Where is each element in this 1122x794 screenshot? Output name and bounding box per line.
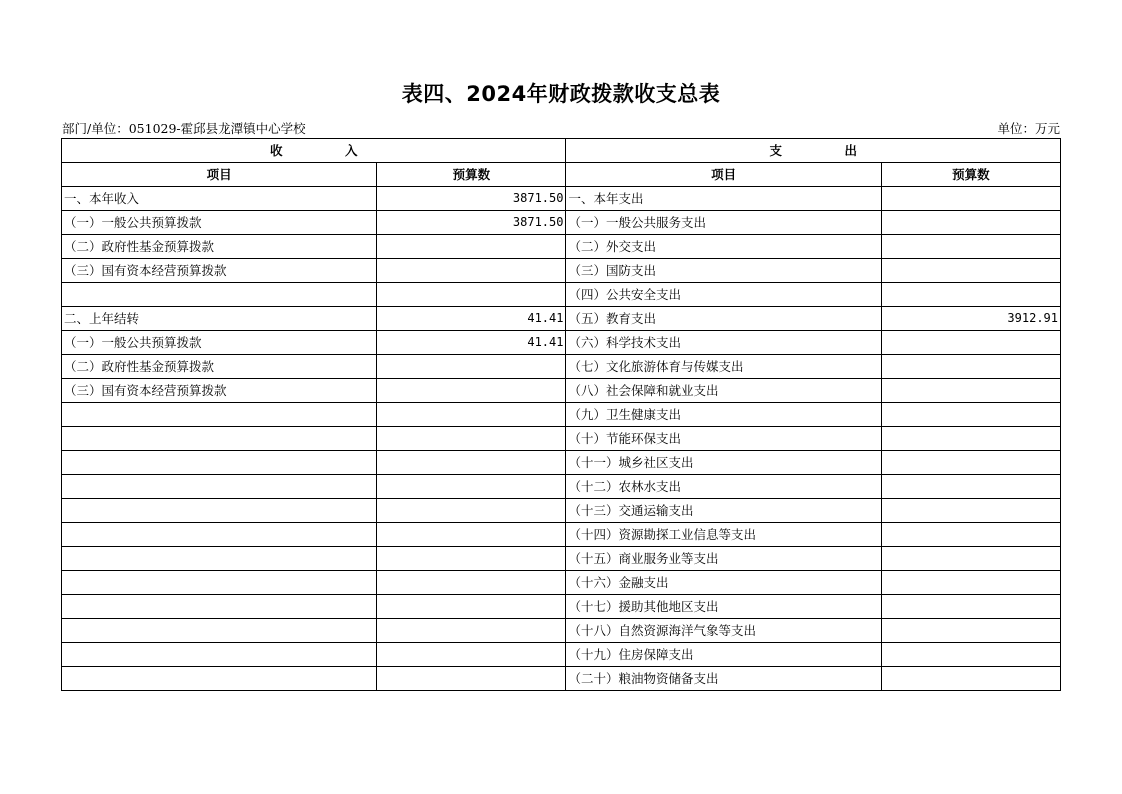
income-amount-cell (377, 259, 566, 283)
expense-amount-cell (881, 211, 1060, 235)
income-item-cell (62, 427, 377, 451)
expense-item-cell: （五）教育支出 (566, 307, 881, 331)
expense-item-cell: （三）国防支出 (566, 259, 881, 283)
expense-amount-cell (881, 331, 1060, 355)
department-label: 部门/单位：051029-霍邱县龙潭镇中心学校 (62, 121, 306, 136)
expense-amount-cell (881, 619, 1060, 643)
income-amount-cell: 41.41 (377, 307, 566, 331)
expense-section-header: 支 出 (566, 139, 1061, 163)
income-item-cell: 一、本年收入 (62, 187, 377, 211)
income-amount-cell (377, 619, 566, 643)
expense-item-cell: （八）社会保障和就业支出 (566, 379, 881, 403)
expense-amount-cell (881, 595, 1060, 619)
table-row (62, 211, 1061, 235)
income-item-cell (62, 571, 377, 595)
expense-amount-cell (881, 235, 1060, 259)
expense-item-cell: （十七）援助其他地区支出 (566, 595, 881, 619)
expense-amount-cell (881, 475, 1060, 499)
table-row (62, 595, 1061, 619)
table-row (62, 667, 1061, 691)
income-item-cell (62, 283, 377, 307)
expense-amount-cell (881, 403, 1060, 427)
expense-item-cell: （十三）交通运输支出 (566, 499, 881, 523)
expense-item-cell: （十八）自然资源海洋气象等支出 (566, 619, 881, 643)
expense-amount-cell (881, 355, 1060, 379)
table-row (62, 187, 1061, 211)
expense-amount-cell: 3912.91 (881, 307, 1060, 331)
table-row (62, 523, 1061, 547)
expense-item-cell: （一）一般公共服务支出 (566, 211, 881, 235)
income-item-cell: （一）一般公共预算拨款 (62, 211, 377, 235)
income-amount-cell (377, 451, 566, 475)
income-amount-cell (377, 355, 566, 379)
expense-item-header: 项目 (566, 163, 881, 187)
expense-item-cell: （七）文化旅游体育与传媒支出 (566, 355, 881, 379)
expense-item-cell: 一、本年支出 (566, 187, 881, 211)
income-amount-cell (377, 523, 566, 547)
income-item-cell (62, 595, 377, 619)
table-row (62, 547, 1061, 571)
table-row (62, 283, 1061, 307)
income-amount-cell (377, 379, 566, 403)
expense-amount-cell (881, 547, 1060, 571)
income-item-cell (62, 547, 377, 571)
expense-amount-cell (881, 571, 1060, 595)
expense-item-cell: （十二）农林水支出 (566, 475, 881, 499)
expense-item-cell: （六）科学技术支出 (566, 331, 881, 355)
income-amount-cell (377, 667, 566, 691)
income-item-cell: 二、上年结转 (62, 307, 377, 331)
expense-budget-header: 预算数 (881, 163, 1060, 187)
table-row (62, 235, 1061, 259)
expense-amount-cell (881, 451, 1060, 475)
income-item-cell: （三）国有资本经营预算拨款 (62, 379, 377, 403)
expense-amount-cell (881, 427, 1060, 451)
table-row (62, 259, 1061, 283)
expense-item-cell: （十九）住房保障支出 (566, 643, 881, 667)
income-budget-header: 预算数 (377, 163, 566, 187)
income-item-cell: （三）国有资本经营预算拨款 (62, 259, 377, 283)
income-amount-cell (377, 283, 566, 307)
table-row (62, 331, 1061, 355)
expense-amount-cell (881, 283, 1060, 307)
income-amount-cell (377, 595, 566, 619)
table-row (62, 571, 1061, 595)
table-row (62, 475, 1061, 499)
income-item-cell (62, 523, 377, 547)
expense-amount-cell (881, 259, 1060, 283)
unit-label: 单位：万元 (997, 121, 1060, 136)
expense-amount-cell (881, 379, 1060, 403)
section-header-row (62, 139, 1061, 163)
income-amount-cell (377, 547, 566, 571)
income-item-cell: （二）政府性基金预算拨款 (62, 235, 377, 259)
table-row (62, 619, 1061, 643)
income-item-cell (62, 499, 377, 523)
expense-item-cell: （二）外交支出 (566, 235, 881, 259)
table-row (62, 643, 1061, 667)
expense-item-cell: （四）公共安全支出 (566, 283, 881, 307)
income-item-cell (62, 643, 377, 667)
income-amount-cell (377, 427, 566, 451)
income-amount-cell (377, 499, 566, 523)
income-amount-cell: 41.41 (377, 331, 566, 355)
income-item-cell (62, 451, 377, 475)
expense-item-cell: （十一）城乡社区支出 (566, 451, 881, 475)
income-item-cell: （二）政府性基金预算拨款 (62, 355, 377, 379)
income-amount-cell (377, 643, 566, 667)
expense-amount-cell (881, 499, 1060, 523)
table-row (62, 379, 1061, 403)
expense-item-cell: （二十）粮油物资储备支出 (566, 667, 881, 691)
income-item-cell: （一）一般公共预算拨款 (62, 331, 377, 355)
table-row (62, 403, 1061, 427)
budget-table (61, 138, 1061, 691)
income-amount-cell: 3871.50 (377, 187, 566, 211)
income-item-header: 项目 (62, 163, 377, 187)
expense-item-cell: （十六）金融支出 (566, 571, 881, 595)
income-item-cell (62, 403, 377, 427)
income-amount-cell (377, 235, 566, 259)
income-item-cell (62, 475, 377, 499)
expense-amount-cell (881, 667, 1060, 691)
expense-amount-cell (881, 187, 1060, 211)
income-item-cell (62, 619, 377, 643)
income-item-cell (62, 667, 377, 691)
income-section-header: 收 入 (62, 139, 566, 163)
income-amount-cell (377, 403, 566, 427)
expense-item-cell: （九）卫生健康支出 (566, 403, 881, 427)
expense-item-cell: （十）节能环保支出 (566, 427, 881, 451)
column-header-row (62, 163, 1061, 187)
page-title: 表四、2024年财政拨款收支总表 (401, 82, 721, 106)
table-row (62, 499, 1061, 523)
income-amount-cell (377, 571, 566, 595)
income-amount-cell: 3871.50 (377, 211, 566, 235)
expense-item-cell: （十四）资源勘探工业信息等支出 (566, 523, 881, 547)
table-row (62, 307, 1061, 331)
table-row (62, 427, 1061, 451)
expense-amount-cell (881, 643, 1060, 667)
expense-item-cell: （十五）商业服务业等支出 (566, 547, 881, 571)
table-row (62, 451, 1061, 475)
income-amount-cell (377, 475, 566, 499)
table-row (62, 355, 1061, 379)
expense-amount-cell (881, 523, 1060, 547)
